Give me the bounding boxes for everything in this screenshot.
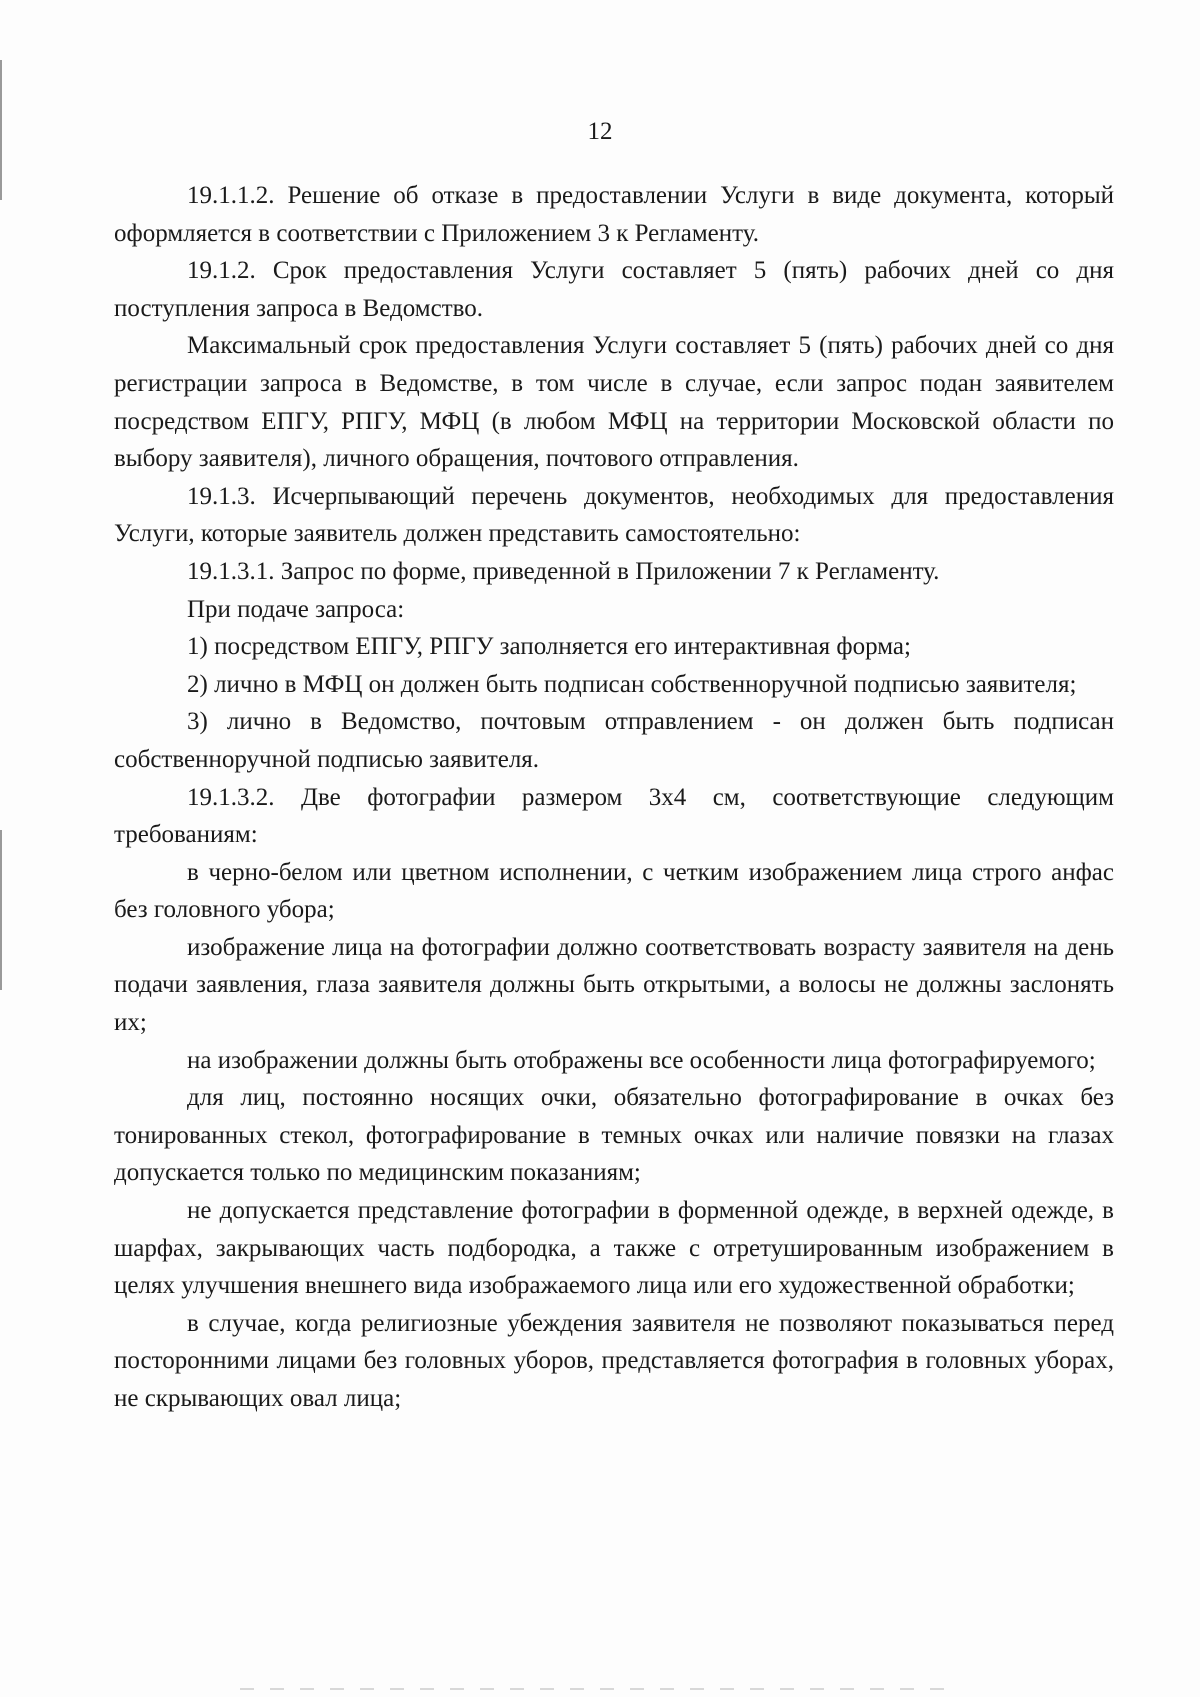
scan-artifact [240, 1688, 960, 1690]
paragraph: в черно-белом или цветном исполнении, с четким изображением лица строго анфас без головного убора; [114, 858, 1114, 924]
paragraph: 19.1.3.2. Две фотографии размером 3x4 см, соответствующие следующим требованиям: [114, 783, 1114, 849]
paragraph: Максимальный срок предоставления Услуги составляет 5 (пять) рабочих дней со дня регистрации запроса в Ведомстве, в том числе в случае, если запрос подан заявителем посредством ЕПГУ, РПГУ, МФЦ (в любом МФЦ на территории Московской области по выбору заявителя), личного обращения, почтового отправления. [114, 332, 1114, 473]
paragraph: изображение лица на фотографии должно соответствовать возрасту заявителя на день подачи заявления, глаза заявителя должны быть открытыми, а волосы не должны заслонять их; [114, 933, 1114, 1037]
scan-edge-mark [0, 830, 2, 990]
paragraph: 19.1.2. Срок предоставления Услуги составляет 5 (пять) рабочих дней со дня поступления запроса в Ведомство. [114, 257, 1114, 322]
paragraph: в случае, когда религиозные убеждения заявителя не позволяют показываться перед посторонними лицами без головных уборов, представляется фотография в головных уборах, не скрывающих овал лица; [114, 1309, 1114, 1412]
paragraph: на изображении должны быть отображены все особенности лица фотографируемого; [187, 1046, 1096, 1074]
paragraph: 1) посредством ЕПГУ, РПГУ заполняется его интерактивная форма; [187, 633, 911, 661]
paragraph: не допускается представление фотографии в форменной одежде, в верхней одежде, в шарфах, закрывающих часть подбородка, а также с отретушированным изображением в целях улучшения внешнего вида изображаемого лица или его художественной обработки; [114, 1197, 1114, 1300]
paragraph: 2) лично в МФЦ он должен быть подписан собственноручной подписью заявителя; [187, 670, 1077, 698]
paragraph: 19.1.3. Исчерпывающий перечень документов, необходимых для предоставления Услуги, которые заявитель должен представить самостоятельно: [114, 482, 1114, 548]
paragraph: 3) лично в Ведомство, почтовым отправлением - он должен быть подписан собственноручной подписью заявителя. [114, 708, 1114, 773]
page-number: 12 [587, 118, 613, 145]
paragraph: При подаче запроса: [187, 595, 405, 623]
paragraph: 19.1.1.2. Решение об отказе в предоставлении Услуги в виде документа, который оформляется в соответствии с Приложением 3 к Регламенту. [114, 182, 1114, 247]
document-body [114, 177, 1114, 1418]
paragraph: 19.1.3.1. Запрос по форме, приведенной в Приложении 7 к Регламенту. [187, 557, 940, 585]
paragraph: для лиц, постоянно носящих очки, обязательно фотографирование в очках без тонированных стекол, фотографирование в темных очках или наличие повязки на глазах допускается только по медицинским показаниям; [114, 1084, 1114, 1187]
